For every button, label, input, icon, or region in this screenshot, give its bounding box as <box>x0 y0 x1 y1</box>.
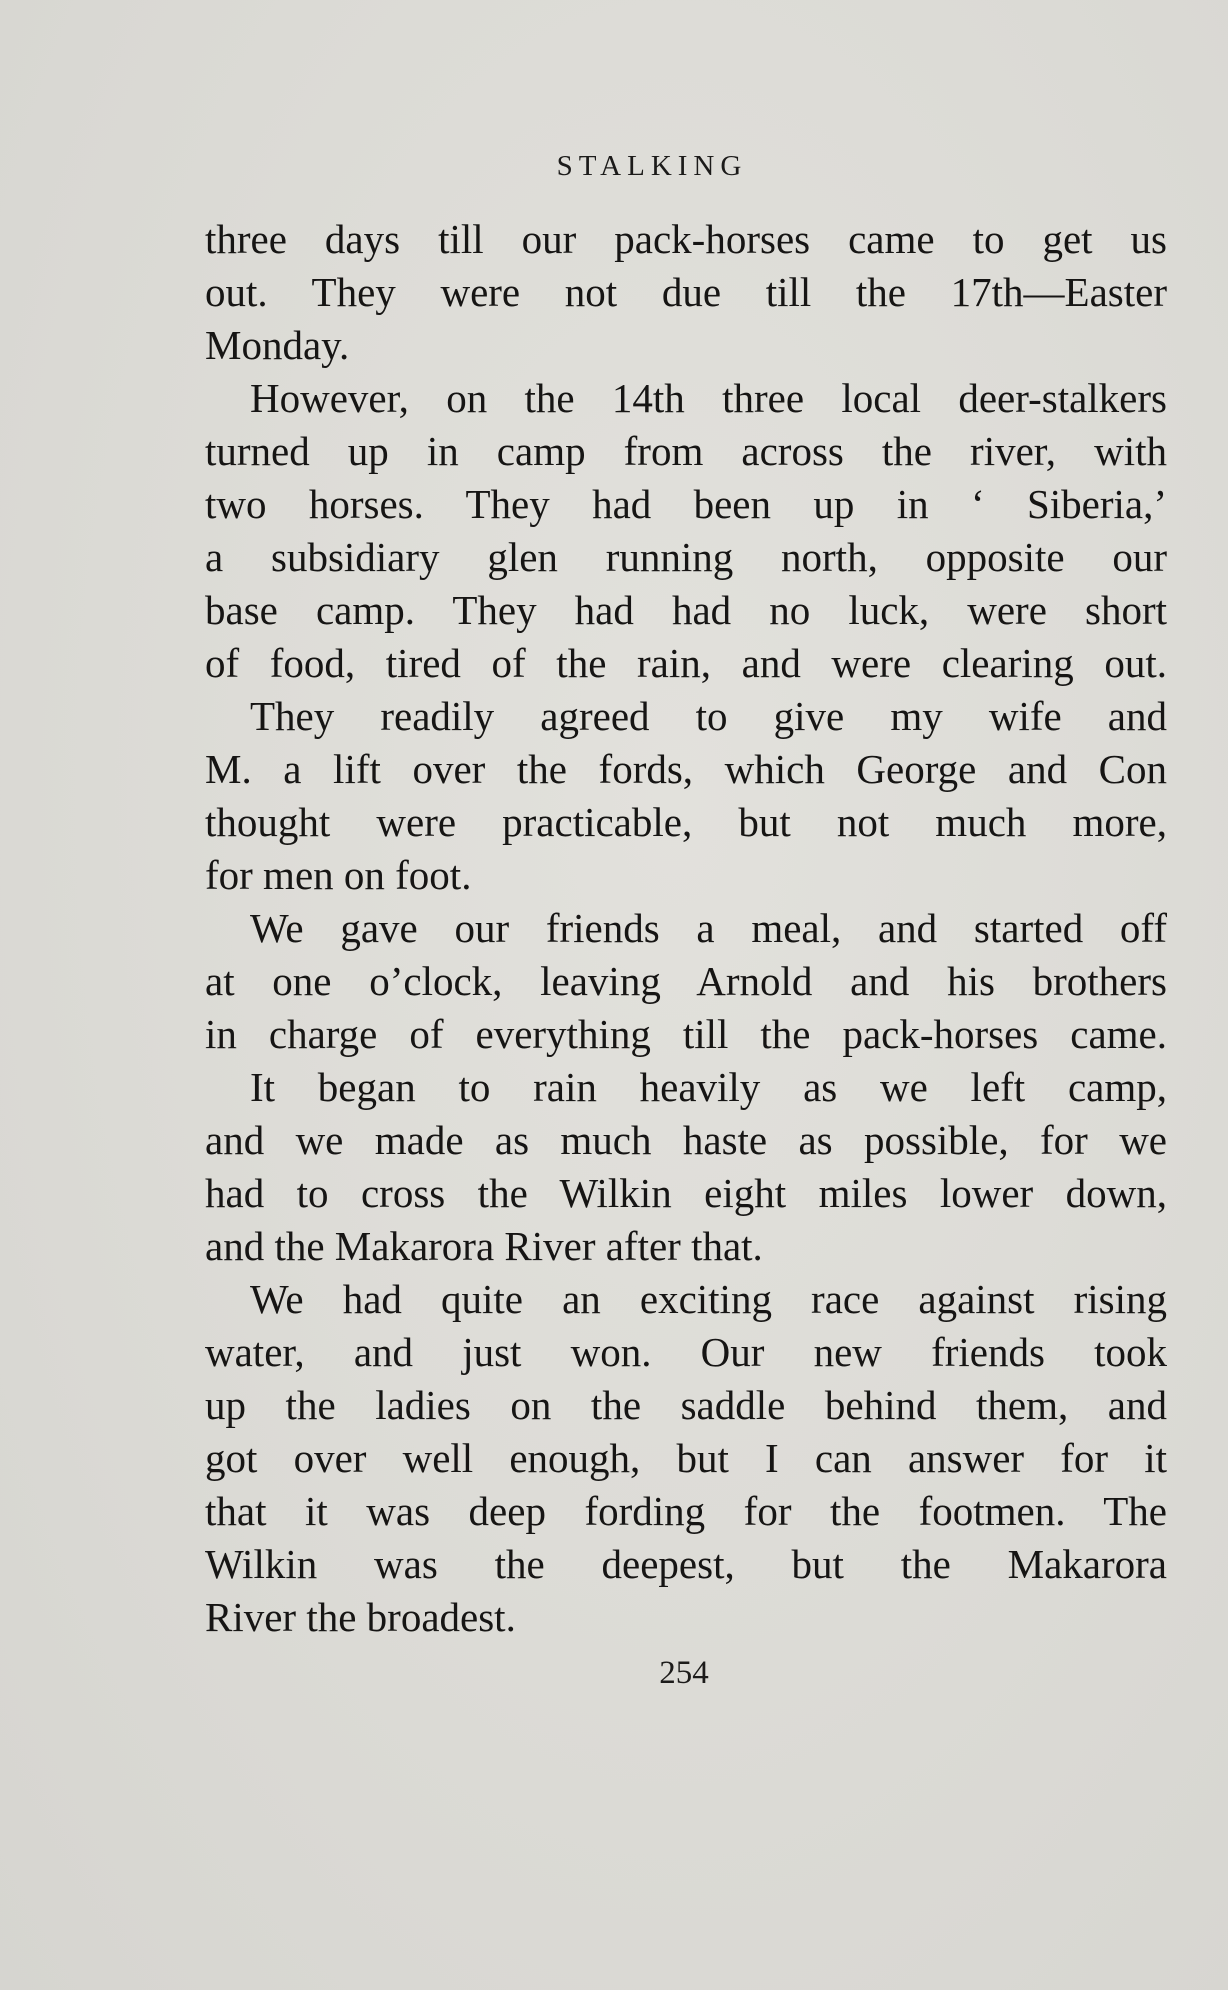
text-line: They readily agreed to give my wife and <box>250 693 1167 739</box>
text-line: of food, tired of the rain, and were clearing out. <box>205 640 1167 686</box>
text-line: out. They were not due till the 17th—Easter <box>205 269 1167 315</box>
text-line: had to cross the Wilkin eight miles lower down, <box>205 1170 1167 1216</box>
text-line: water, and just won. Our new friends took <box>205 1329 1167 1375</box>
text-line: at one o’clock, leaving Arnold and his brothers <box>205 958 1167 1004</box>
page-number: 254 <box>659 1655 709 1691</box>
text-line: in charge of everything till the pack-horses came. <box>205 1011 1167 1057</box>
text-line: that it was deep fording for the footmen. The <box>205 1488 1167 1534</box>
running-head: STALKING <box>556 150 748 182</box>
text-line: thought were practicable, but not much more, <box>205 799 1167 845</box>
text-line: and we made as much haste as possible, for we <box>205 1117 1167 1163</box>
text-line: two horses. They had been up in ‘ Siberia,’ <box>205 481 1167 527</box>
text-line: three days till our pack-horses came to get us <box>205 216 1167 262</box>
text-line: base camp. They had had no luck, were short <box>205 587 1167 633</box>
text-line: River the broadest. <box>205 1594 516 1640</box>
text-line: and the Makarora River after that. <box>205 1223 763 1269</box>
text-line: up the ladies on the saddle behind them, and <box>205 1382 1167 1428</box>
text-line: got over well enough, but I can answer for it <box>205 1435 1167 1481</box>
text-line: Monday. <box>205 322 350 368</box>
text-line: We had quite an exciting race against rising <box>250 1276 1167 1322</box>
text-line: for men on foot. <box>205 852 472 898</box>
text-line: turned up in camp from across the river, with <box>205 428 1167 474</box>
text-line: M. a lift over the fords, which George and Con <box>205 746 1167 792</box>
text-line: We gave our friends a meal, and started off <box>250 905 1167 951</box>
text-line: Wilkin was the deepest, but the Makarora <box>205 1541 1167 1587</box>
text-line: However, on the 14th three local deer-stalkers <box>250 375 1167 421</box>
text-line: a subsidiary glen running north, opposite our <box>205 534 1167 580</box>
text-line: It began to rain heavily as we left camp, <box>250 1064 1167 1110</box>
body-text <box>205 213 1167 1644</box>
